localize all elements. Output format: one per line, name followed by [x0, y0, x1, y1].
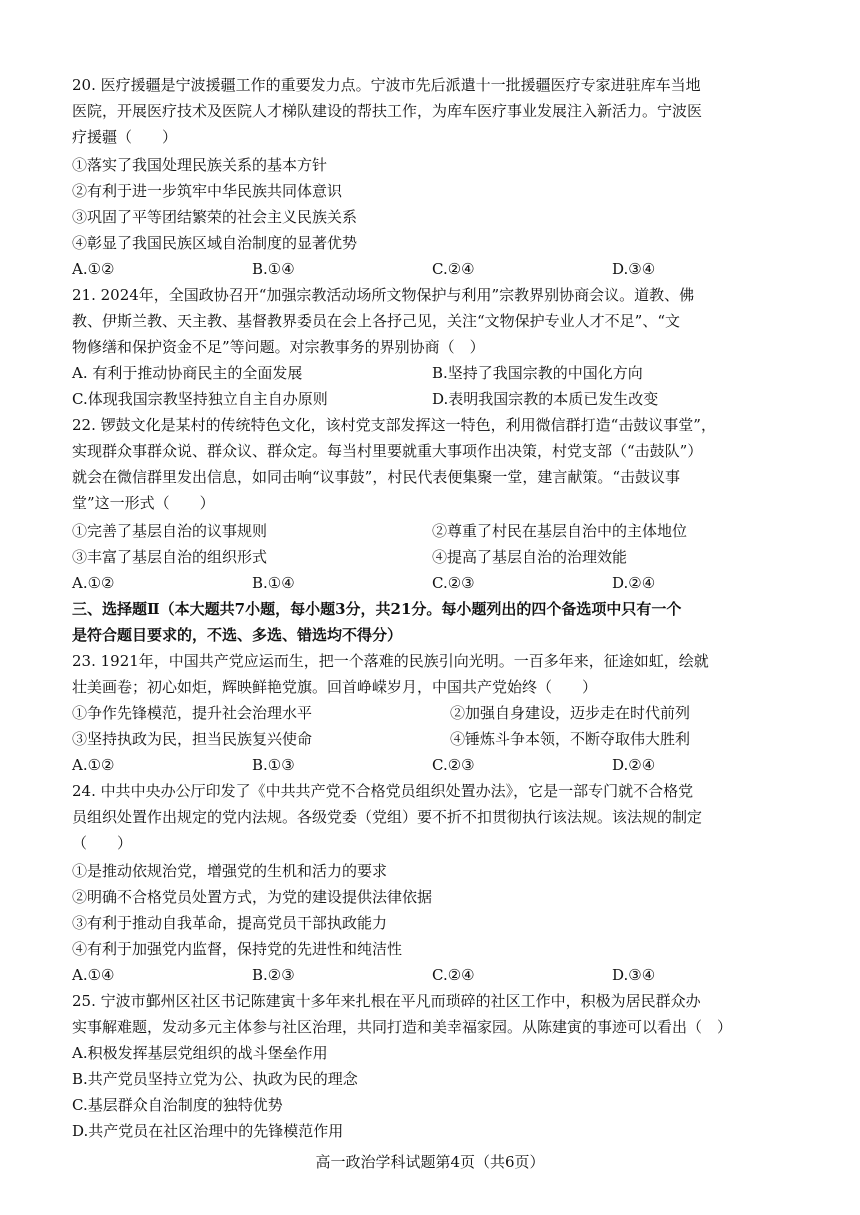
- q20-item-3: ③巩固了平等团结繁荣的社会主义民族关系: [72, 208, 358, 226]
- q21-choice-d: D.表明我国宗教的本质已发生改变: [432, 390, 659, 408]
- q20-choice-c: C.②④: [432, 260, 475, 278]
- q23-stem-line-2: 壮美画卷；初心如炬，辉映鲜艳党旗。回首峥嵘岁月，中国共产党始终（ ）: [72, 678, 598, 696]
- q24-choice-c: C.②④: [432, 966, 475, 984]
- q24-stem-line-1: 24. 中共中央办公厅印发了《中共共产党不合格党员组织处置办法》，它是一部专门就不合格党: [72, 782, 694, 800]
- q23-stem-line-1: 23. 1921年，中国共产党应运而生，把一个落难的民族引向光明。一百多年来，征途如虹，绘就: [72, 652, 709, 670]
- q20-choice-d: D.③④: [612, 260, 656, 278]
- q22-stem-line-4: 堂”这一形式（ ）: [72, 494, 215, 512]
- q21-choice-c: C.体现我国宗教坚持独立自主自办原则: [72, 390, 328, 408]
- q23-item-4: ④锤炼斗争本领，不断夺取伟大胜利: [450, 730, 691, 748]
- q23-item-3: ③坚持执政为民，担当民族复兴使命: [72, 730, 313, 748]
- q22-stem-line-1: 22. 锣鼓文化是某村的传统特色文化，该村党支部发挥这一特色，利用微信群打造“击鼓议事堂”，: [72, 416, 716, 434]
- q21-stem-line-1: 21. 2024年，全国政协召开“加强宗教活动场所文物保护与利用”宗教界别协商会议。道教、佛: [72, 286, 695, 304]
- q24-choice-a: A.①④: [72, 966, 115, 984]
- q24-stem-line-3: （ ）: [72, 834, 133, 852]
- q20-choice-b: B.①④: [252, 260, 295, 278]
- q23-choice-b: B.①③: [252, 756, 295, 774]
- q20-item-2: ②有利于进一步筑牢中华民族共同体意识: [72, 182, 343, 200]
- q24-stem-line-2: 员组织处置作出规定的党内法规。各级党委（党组）要不折不扣贯彻执行该法规。该法规的制定: [72, 808, 703, 826]
- section-3-heading-line-2: 是符合题目要求的，不选、多选、错选均不得分）: [72, 626, 403, 644]
- q25-stem-line-1: 25. 宁波市鄞州区社区书记陈建寅十多年来扎根在平凡而琐碎的社区工作中，积极为居民群众办: [72, 992, 701, 1010]
- q24-item-4: ④有利于加强党内监督，保持党的先进性和纯洁性: [72, 940, 403, 958]
- q21-choice-b: B.坚持了我国宗教的中国化方向: [432, 364, 643, 382]
- q20-stem-line-3: 疗援疆（ ）: [72, 128, 178, 146]
- q22-item-1: ①完善了基层自治的议事规则: [72, 522, 268, 540]
- q22-item-3: ③丰富了基层自治的组织形式: [72, 548, 268, 566]
- q25-choice-b: B.共产党员坚持立党为公、执政为民的理念: [72, 1070, 358, 1088]
- q21-choice-a: A. 有利于推动协商民主的全面发展: [72, 364, 303, 382]
- q22-choice-a: A.①②: [72, 574, 115, 592]
- q20-item-1: ①落实了我国处理民族关系的基本方针: [72, 156, 328, 174]
- q20-item-4: ④彰显了我国民族区域自治制度的显著优势: [72, 234, 358, 252]
- q23-item-2: ②加强自身建设，迈步走在时代前列: [450, 704, 691, 722]
- q22-choice-c: C.②③: [432, 574, 475, 592]
- section-3-heading-line-1: 三、选择题Ⅱ（本大题共7小题，每小题3分，共21分。每小题列出的四个备选项中只有一个: [72, 600, 682, 618]
- q24-item-1: ①是推动依规治党，增强党的生机和活力的要求: [72, 862, 388, 880]
- q22-item-2: ②尊重了村民在基层自治中的主体地位: [432, 522, 688, 540]
- q20-choice-a: A.①②: [72, 260, 115, 278]
- q23-choice-d: D.②④: [612, 756, 656, 774]
- q23-choice-c: C.②③: [432, 756, 475, 774]
- q22-stem-line-2: 实现群众事群众说、群众议、群众定。每当村里要就重大事项作出决策，村党支部（“击鼓队”）: [72, 442, 703, 460]
- q25-choice-a: A.积极发挥基层党组织的战斗堡垒作用: [72, 1044, 328, 1062]
- q22-choice-d: D.②④: [612, 574, 656, 592]
- q22-stem-line-3: 就会在微信群里发出信息，如同击响“议事鼓”，村民代表便集聚一堂，建言献策。“击鼓议事: [72, 468, 681, 486]
- q24-choice-d: D.③④: [612, 966, 656, 984]
- q25-choice-d: D.共产党员在社区治理中的先锋模范作用: [72, 1122, 344, 1140]
- q20-stem-line-1: 20. 医疗援疆是宁波援疆工作的重要发力点。宁波市先后派遣十一批援疆医疗专家进驻库车当地: [72, 76, 701, 94]
- q25-choice-c: C.基层群众自治制度的独特优势: [72, 1096, 283, 1114]
- q23-choice-a: A.①②: [72, 756, 115, 774]
- q21-stem-line-3: 物修缮和保护资金不足”等问题。对宗教事务的界别协商（ ）: [72, 338, 485, 356]
- q24-choice-b: B.②③: [252, 966, 295, 984]
- q25-stem-line-2: 实事解难题，发动多元主体参与社区治理，共同打造和美幸福家园。从陈建寅的事迹可以看出（ ）: [72, 1018, 733, 1036]
- q22-item-4: ④提高了基层自治的治理效能: [432, 548, 628, 566]
- q24-item-3: ③有利于推动自我革命，提高党员干部执政能力: [72, 914, 388, 932]
- q24-item-2: ②明确不合格党员处置方式，为党的建设提供法律依据: [72, 888, 433, 906]
- q22-choice-b: B.①④: [252, 574, 295, 592]
- q21-stem-line-2: 教、伊斯兰教、天主教、基督教界委员在会上各抒己见，关注“文物保护专业人才不足”、“文: [72, 312, 681, 330]
- q20-stem-line-2: 医院，开展医疗技术及医院人才梯队建设的帮扶工作，为库车医疗事业发展注入新活力。宁波医: [72, 102, 703, 120]
- page-footer: 高一政治学科试题第4页（共6页）: [315, 1153, 545, 1171]
- q23-item-1: ①争作先锋模范，提升社会治理水平: [72, 704, 313, 722]
